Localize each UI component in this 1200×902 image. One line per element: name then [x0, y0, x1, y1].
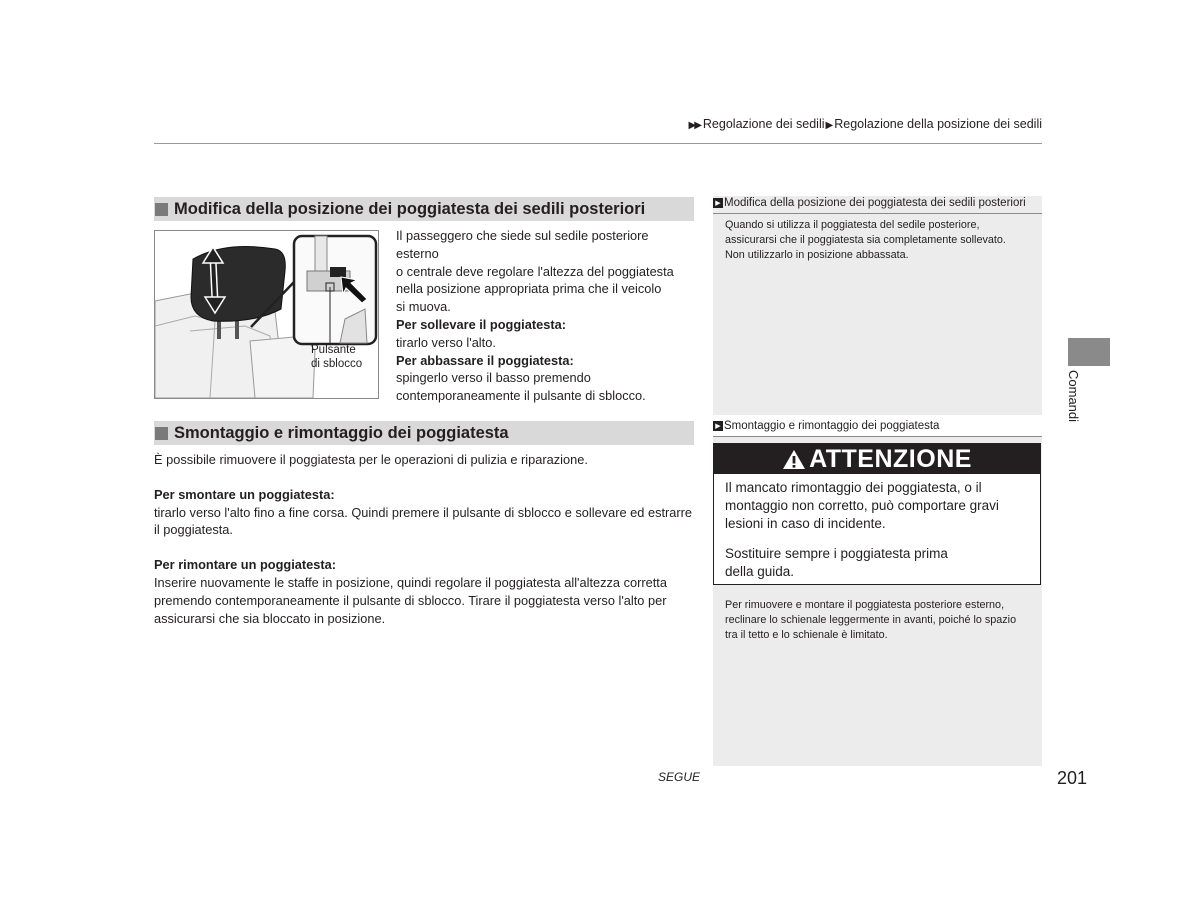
note2-text	[725, 598, 1035, 643]
note1-rule	[713, 213, 1042, 214]
arrow-icon: ▶	[825, 120, 834, 131]
note1-line: Non utilizzarlo in posizione abbassata.	[725, 249, 909, 261]
intro-line: Il passeggero che siede sul sedile posteriore esterno	[396, 228, 649, 261]
note1-text	[725, 218, 1035, 263]
header-rule	[154, 143, 1042, 144]
breadcrumb-item-seats[interactable]: Regolazione dei sedili	[702, 117, 825, 131]
refit-line: assicurarsi che sia bloccato in posizione.	[154, 610, 386, 626]
intro-line: si muova.	[396, 299, 451, 315]
warning-triangle-icon	[782, 449, 806, 470]
continue-label: SEGUE	[658, 770, 701, 784]
release-button-label-line: di sblocco	[311, 358, 363, 370]
note2-line: tra il tetto e lo schienale è limitato.	[725, 629, 888, 641]
warning-line: Il mancato rimontaggio dei poggiatesta, o il	[725, 480, 982, 495]
remove-heading: Per smontare un poggiatesta:	[154, 486, 335, 502]
section-heading-adjust	[154, 197, 694, 221]
chapter-tab[interactable]	[1068, 338, 1110, 366]
breadcrumb	[689, 117, 1042, 131]
chapter-tab-text: Comandi	[1066, 370, 1081, 423]
double-arrow-icon: ▶▶	[688, 120, 700, 131]
section-title: Modifica della posizione dei poggiatesta dei sedili posteriori	[174, 199, 646, 218]
section1-text	[396, 227, 694, 405]
refit-line: premendo contemporaneamente il pulsante di sblocco. Tirare il poggiatesta verso l'alto per	[154, 592, 667, 608]
reference-arrow-icon: ▶	[713, 198, 723, 208]
note1-line: assicurarsi che il poggiatesta sia completamente sollevato.	[725, 234, 1006, 246]
page-number: 201	[1057, 768, 1088, 788]
warning-line: montaggio non corretto, può comportare gravi	[725, 498, 999, 513]
release-button-label	[311, 343, 362, 371]
raise-heading: Per sollevare il poggiatesta:	[396, 316, 566, 332]
headrest-illustration	[154, 230, 379, 399]
remove-line: il poggiatesta.	[154, 522, 233, 538]
lower-line: spingerlo verso il basso premendo	[396, 370, 591, 386]
section2-intro: È possibile rimuovere il poggiatesta per le operazioni di pulizia e riparazione.	[154, 452, 588, 467]
warning-header	[714, 444, 1040, 474]
lower-heading: Per abbassare il poggiatesta:	[396, 352, 574, 368]
note2-heading	[713, 420, 939, 432]
warning-line: Sostituire sempre i poggiatesta prima	[725, 546, 948, 561]
refit-line: Inserire nuovamente le staffe in posizione, quindi regolare il poggiatesta all'altezza corretta	[154, 574, 667, 590]
warning-title: ATTENZIONE	[809, 444, 972, 473]
note1-line: Quando si utilizza il poggiatesta del sedile posteriore,	[725, 219, 980, 231]
section-heading-remove	[154, 421, 694, 445]
warning-line: della guida.	[725, 564, 795, 579]
square-bullet-icon	[155, 203, 168, 216]
section-title: Smontaggio e rimontaggio dei poggiatesta	[174, 423, 509, 442]
intro-line: nella posizione appropriata prima che il veicolo	[396, 281, 662, 297]
warning-text	[714, 474, 1040, 581]
note2-title[interactable]: Smontaggio e rimontaggio dei poggiatesta	[724, 420, 940, 432]
chapter-tab-label[interactable]	[1059, 370, 1089, 430]
reference-arrow-icon: ▶	[713, 421, 723, 431]
release-button-label-line: Pulsante	[311, 344, 356, 356]
refit-heading: Per rimontare un poggiatesta:	[154, 557, 337, 573]
note2-rule	[713, 436, 1042, 437]
warning-box	[713, 443, 1041, 585]
intro-line: o centrale deve regolare l'altezza del poggiatesta	[396, 263, 674, 279]
breadcrumb-item-position[interactable]: Regolazione della posizione dei sedili	[834, 117, 1042, 131]
raise-text: tirarlo verso l'alto.	[396, 334, 496, 350]
section2-text	[154, 451, 699, 627]
warning-line: lesioni in caso di incidente.	[725, 516, 886, 531]
remove-line: tirarlo verso l'alto fino a fine corsa. Quindi premere il pulsante di sblocco e sollevare ed estrarre	[154, 504, 693, 520]
note2-line: reclinare lo schienale leggermente in avanti, poiché lo spazio	[725, 614, 1017, 626]
note1-title[interactable]: Modifica della posizione dei poggiatesta dei sedili posteriori	[724, 197, 1026, 209]
note1-heading	[713, 197, 1026, 209]
lower-line: contemporaneamente il pulsante di sblocco.	[396, 388, 646, 404]
note2-line: Per rimuovere e montare il poggiatesta posteriore esterno,	[725, 599, 1005, 611]
square-bullet-icon	[155, 427, 168, 440]
